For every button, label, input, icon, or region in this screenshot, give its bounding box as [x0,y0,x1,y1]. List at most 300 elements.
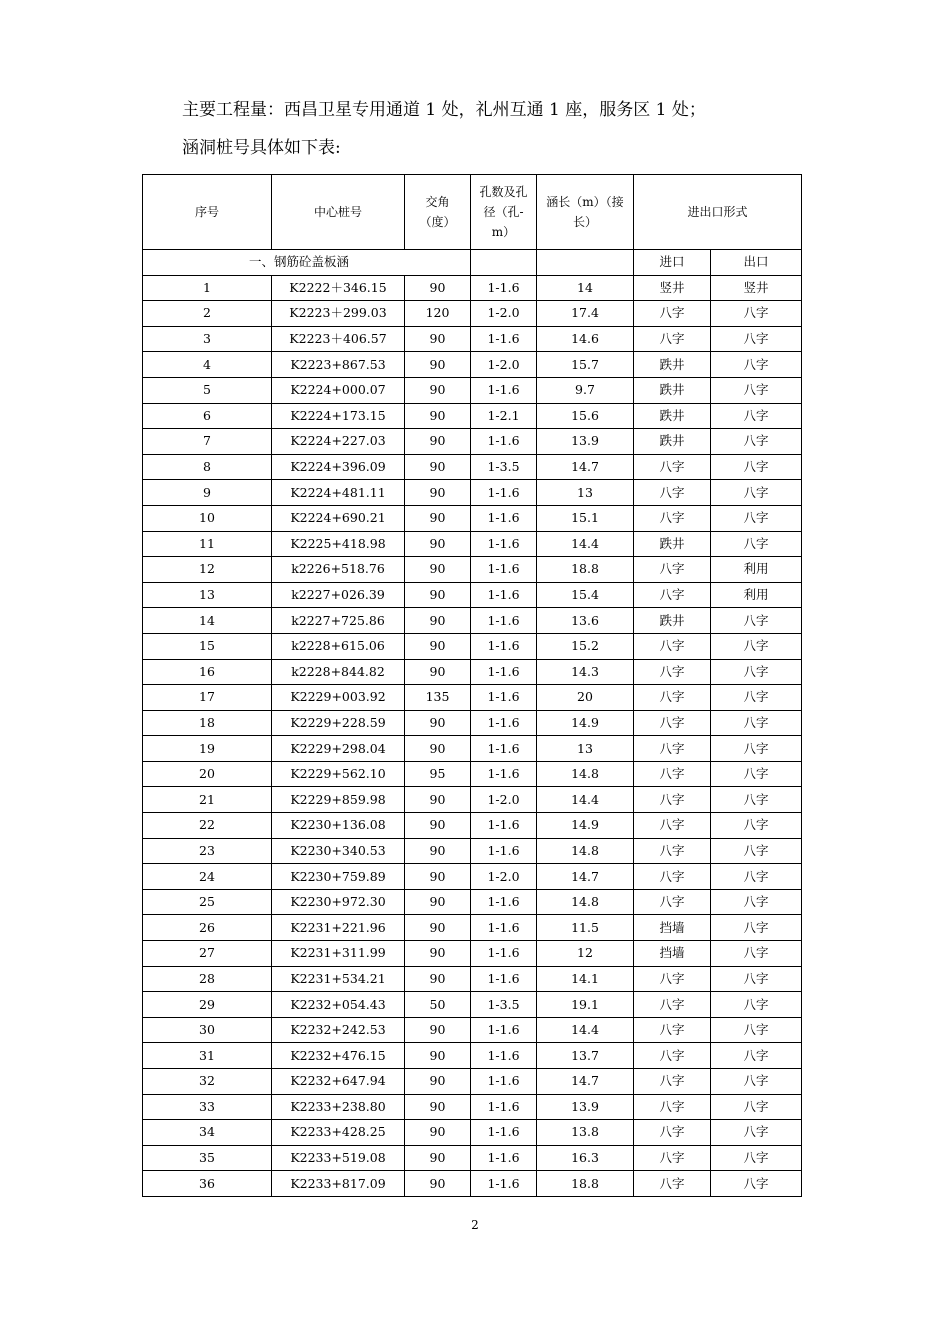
cell-angle: 90 [405,352,471,378]
header-station: 中心桩号 [272,175,405,250]
cell-station: K2232+054.43 [272,992,405,1018]
cell-outlet: 八字 [711,454,802,480]
cell-length: 14.8 [537,889,634,915]
header-seq: 序号 [143,175,272,250]
cell-station: K2224+396.09 [272,454,405,480]
cell-outlet: 利用 [711,582,802,608]
cell-seq: 19 [143,736,272,762]
cell-inlet: 八字 [634,1043,711,1069]
cell-seq: 6 [143,403,272,429]
cell-span: 1-1.6 [471,505,537,531]
table-row [143,377,802,403]
cell-angle: 90 [405,941,471,967]
cell-seq: 25 [143,889,272,915]
cell-inlet: 跌井 [634,429,711,455]
table-row [143,505,802,531]
table-row [143,582,802,608]
cell-angle: 90 [405,633,471,659]
cell-span: 1-1.6 [471,1043,537,1069]
cell-seq: 26 [143,915,272,941]
cell-length: 15.4 [537,582,634,608]
cell-station: K2233+428.25 [272,1120,405,1146]
cell-inlet: 跌井 [634,352,711,378]
cell-angle: 90 [405,377,471,403]
cell-length: 14.9 [537,813,634,839]
cell-angle: 120 [405,301,471,327]
cell-outlet: 八字 [711,377,802,403]
cell-seq: 9 [143,480,272,506]
cell-angle: 90 [405,915,471,941]
cell-station: k2227+725.86 [272,608,405,634]
cell-seq: 2 [143,301,272,327]
cell-station: K2230+759.89 [272,864,405,890]
table-row [143,429,802,455]
cell-inlet: 八字 [634,736,711,762]
cell-inlet: 八字 [634,1145,711,1171]
cell-seq: 7 [143,429,272,455]
table-row [143,301,802,327]
table-row [143,992,802,1018]
cell-length: 20 [537,685,634,711]
cell-length: 15.1 [537,505,634,531]
cell-station: K2224+227.03 [272,429,405,455]
cell-inlet: 八字 [634,301,711,327]
cell-length: 13.6 [537,608,634,634]
table-row [143,1120,802,1146]
cell-span: 1-1.6 [471,582,537,608]
table-row [143,915,802,941]
cell-seq: 29 [143,992,272,1018]
cell-seq: 31 [143,1043,272,1069]
table-row [143,1145,802,1171]
intro-line-2: 涵洞桩号具体如下表: [182,138,341,158]
cell-length: 12 [537,941,634,967]
cell-inlet: 八字 [634,659,711,685]
cell-length: 14.8 [537,838,634,864]
cell-station: K2232+476.15 [272,1043,405,1069]
cell-outlet: 八字 [711,1094,802,1120]
cell-outlet: 八字 [711,1120,802,1146]
cell-length: 15.7 [537,352,634,378]
table-row [143,761,802,787]
cell-angle: 90 [405,813,471,839]
cell-span: 1-1.6 [471,941,537,967]
cell-span: 1-1.6 [471,1017,537,1043]
cell-seq: 33 [143,1094,272,1120]
cell-seq: 13 [143,582,272,608]
cell-station: k2226+518.76 [272,557,405,583]
cell-span: 1-1.6 [471,736,537,762]
cell-span: 1-2.0 [471,787,537,813]
cell-inlet: 八字 [634,864,711,890]
cell-seq: 23 [143,838,272,864]
cell-inlet: 八字 [634,992,711,1018]
table-row [143,1017,802,1043]
cell-inlet: 跌井 [634,403,711,429]
cell-length: 13 [537,480,634,506]
table-row [143,1043,802,1069]
table-row [143,710,802,736]
cell-outlet: 八字 [711,864,802,890]
cell-outlet: 八字 [711,505,802,531]
cell-length: 16.3 [537,1145,634,1171]
cell-station: K2230+136.08 [272,813,405,839]
cell-seq: 34 [143,1120,272,1146]
cell-seq: 24 [143,864,272,890]
cell-angle: 90 [405,326,471,352]
cell-seq: 18 [143,710,272,736]
cell-span: 1-1.6 [471,1145,537,1171]
cell-length: 18.8 [537,557,634,583]
cell-length: 14.4 [537,1017,634,1043]
outlet-label: 出口 [711,250,802,276]
cell-outlet: 八字 [711,838,802,864]
cell-outlet: 八字 [711,659,802,685]
cell-outlet: 八字 [711,813,802,839]
cell-length: 14.3 [537,659,634,685]
cell-outlet: 八字 [711,403,802,429]
cell-angle: 90 [405,557,471,583]
cell-station: K2231+534.21 [272,966,405,992]
cell-seq: 4 [143,352,272,378]
cell-seq: 22 [143,813,272,839]
cell-seq: 5 [143,377,272,403]
cell-length: 13.8 [537,1120,634,1146]
cell-span: 1-1.6 [471,838,537,864]
cell-station: K2229+562.10 [272,761,405,787]
culvert-table [142,174,802,1197]
cell-angle: 90 [405,1145,471,1171]
cell-angle: 95 [405,761,471,787]
cell-outlet: 八字 [711,480,802,506]
cell-angle: 90 [405,582,471,608]
cell-length: 13.7 [537,1043,634,1069]
cell-station: K2222＋346.15 [272,275,405,301]
cell-span: 1-1.6 [471,1120,537,1146]
cell-span: 1-2.0 [471,352,537,378]
cell-inlet: 八字 [634,633,711,659]
cell-seq: 3 [143,326,272,352]
cell-station: K2233+238.80 [272,1094,405,1120]
table-row [143,941,802,967]
cell-seq: 27 [143,941,272,967]
cell-inlet: 八字 [634,966,711,992]
table-header-row [143,175,802,250]
section-empty-cell [471,250,537,276]
table-row [143,864,802,890]
cell-inlet: 八字 [634,710,711,736]
table-row [143,557,802,583]
cell-length: 11.5 [537,915,634,941]
cell-outlet: 八字 [711,941,802,967]
header-length: 涵长（m）（接长） [537,175,634,250]
cell-station: K2231+311.99 [272,941,405,967]
cell-angle: 90 [405,1069,471,1095]
cell-inlet: 八字 [634,761,711,787]
cell-station: K2231+221.96 [272,915,405,941]
cell-outlet: 八字 [711,531,802,557]
header-form: 进出口形式 [634,175,802,250]
cell-span: 1-1.6 [471,429,537,455]
table-row [143,787,802,813]
cell-angle: 90 [405,608,471,634]
cell-station: k2227+026.39 [272,582,405,608]
cell-inlet: 八字 [634,1120,711,1146]
cell-inlet: 竖井 [634,275,711,301]
cell-length: 15.2 [537,633,634,659]
cell-angle: 90 [405,736,471,762]
cell-station: K2230+972.30 [272,889,405,915]
cell-span: 1-1.6 [471,480,537,506]
cell-inlet: 八字 [634,838,711,864]
cell-station: K2229+228.59 [272,710,405,736]
cell-seq: 30 [143,1017,272,1043]
cell-span: 1-1.6 [471,531,537,557]
cell-outlet: 八字 [711,352,802,378]
cell-length: 13.9 [537,429,634,455]
cell-length: 13.9 [537,1094,634,1120]
cell-seq: 35 [143,1145,272,1171]
cell-inlet: 八字 [634,505,711,531]
cell-inlet: 八字 [634,326,711,352]
cell-station: K2232+242.53 [272,1017,405,1043]
cell-station: K2224+000.07 [272,377,405,403]
cell-outlet: 八字 [711,1145,802,1171]
cell-span: 1-1.6 [471,710,537,736]
cell-outlet: 八字 [711,1017,802,1043]
table-row [143,966,802,992]
table-row [143,480,802,506]
cell-seq: 28 [143,966,272,992]
intro-line-1: 主要工程量：西昌卫星专用通道 1 处，礼州互通 1 座，服务区 1 处； [182,100,706,120]
cell-station: K2229+003.92 [272,685,405,711]
cell-inlet: 八字 [634,1171,711,1197]
cell-length: 14.1 [537,966,634,992]
cell-angle: 50 [405,992,471,1018]
cell-inlet: 八字 [634,1069,711,1095]
cell-length: 14.7 [537,454,634,480]
table-row [143,1171,802,1197]
cell-station: K2232+647.94 [272,1069,405,1095]
cell-length: 15.6 [537,403,634,429]
cell-length: 9.7 [537,377,634,403]
cell-angle: 90 [405,659,471,685]
cell-angle: 90 [405,1120,471,1146]
cell-angle: 135 [405,685,471,711]
table-row [143,813,802,839]
cell-station: k2228+615.06 [272,633,405,659]
cell-station: k2228+844.82 [272,659,405,685]
cell-angle: 90 [405,454,471,480]
table-row [143,659,802,685]
table-row [143,633,802,659]
cell-span: 1-1.6 [471,275,537,301]
cell-angle: 90 [405,1017,471,1043]
cell-span: 1-1.6 [471,326,537,352]
cell-length: 14.6 [537,326,634,352]
cell-angle: 90 [405,1043,471,1069]
cell-inlet: 跌井 [634,377,711,403]
section-empty-cell [537,250,634,276]
cell-station: K2223＋299.03 [272,301,405,327]
cell-inlet: 挡墙 [634,915,711,941]
cell-inlet: 八字 [634,454,711,480]
cell-angle: 90 [405,1171,471,1197]
cell-inlet: 八字 [634,813,711,839]
cell-outlet: 八字 [711,633,802,659]
cell-outlet: 八字 [711,429,802,455]
cell-span: 1-1.6 [471,633,537,659]
cell-station: K2223＋406.57 [272,326,405,352]
cell-outlet: 八字 [711,301,802,327]
cell-span: 1-1.6 [471,813,537,839]
cell-inlet: 八字 [634,1094,711,1120]
cell-span: 1-3.5 [471,454,537,480]
cell-station: K2224+690.21 [272,505,405,531]
header-span: 孔数及孔径（孔-m） [471,175,537,250]
cell-seq: 21 [143,787,272,813]
cell-outlet: 八字 [711,608,802,634]
cell-length: 13 [537,736,634,762]
cell-span: 1-2.0 [471,301,537,327]
cell-outlet: 八字 [711,787,802,813]
cell-span: 1-1.6 [471,915,537,941]
table-row [143,403,802,429]
cell-outlet: 八字 [711,685,802,711]
table-row [143,838,802,864]
cell-station: K2224+173.15 [272,403,405,429]
cell-station: K2223+867.53 [272,352,405,378]
cell-inlet: 八字 [634,889,711,915]
table-row [143,1094,802,1120]
cell-span: 1-1.6 [471,1069,537,1095]
table-row [143,736,802,762]
section-row [143,250,802,276]
cell-angle: 90 [405,403,471,429]
cell-angle: 90 [405,889,471,915]
cell-station: K2233+519.08 [272,1145,405,1171]
cell-length: 14.7 [537,864,634,890]
cell-inlet: 八字 [634,582,711,608]
cell-span: 1-3.5 [471,992,537,1018]
cell-outlet: 八字 [711,1171,802,1197]
table-row [143,275,802,301]
cell-inlet: 跌井 [634,608,711,634]
cell-angle: 90 [405,966,471,992]
table-row [143,608,802,634]
cell-outlet: 八字 [711,966,802,992]
cell-inlet: 八字 [634,557,711,583]
cell-seq: 17 [143,685,272,711]
cell-outlet: 八字 [711,889,802,915]
page-number: 2 [471,1218,479,1232]
cell-outlet: 八字 [711,992,802,1018]
cell-length: 14.4 [537,787,634,813]
cell-span: 1-1.6 [471,966,537,992]
cell-length: 14.7 [537,1069,634,1095]
cell-seq: 20 [143,761,272,787]
cell-angle: 90 [405,505,471,531]
cell-station: K2225+418.98 [272,531,405,557]
cell-length: 14 [537,275,634,301]
cell-angle: 90 [405,429,471,455]
cell-station: K2224+481.11 [272,480,405,506]
cell-length: 18.8 [537,1171,634,1197]
section-label: 一、钢筋砼盖板涵 [143,250,471,276]
cell-outlet: 竖井 [711,275,802,301]
cell-angle: 90 [405,787,471,813]
cell-outlet: 八字 [711,710,802,736]
cell-angle: 90 [405,838,471,864]
cell-seq: 14 [143,608,272,634]
cell-angle: 90 [405,1094,471,1120]
cell-length: 14.9 [537,710,634,736]
cell-seq: 11 [143,531,272,557]
cell-span: 1-1.6 [471,685,537,711]
inlet-label: 进口 [634,250,711,276]
cell-span: 1-1.6 [471,1094,537,1120]
cell-seq: 16 [143,659,272,685]
table-row [143,685,802,711]
cell-seq: 1 [143,275,272,301]
cell-station: K2229+298.04 [272,736,405,762]
cell-outlet: 八字 [711,736,802,762]
cell-seq: 36 [143,1171,272,1197]
cell-seq: 32 [143,1069,272,1095]
cell-span: 1-1.6 [471,761,537,787]
table-row [143,454,802,480]
table-row [143,326,802,352]
cell-angle: 90 [405,710,471,736]
cell-outlet: 八字 [711,1043,802,1069]
cell-span: 1-1.6 [471,377,537,403]
table-row [143,1069,802,1095]
cell-inlet: 八字 [634,787,711,813]
cell-span: 1-1.6 [471,659,537,685]
table-row [143,531,802,557]
cell-span: 1-1.6 [471,889,537,915]
cell-length: 17.4 [537,301,634,327]
cell-outlet: 八字 [711,326,802,352]
cell-span: 1-1.6 [471,608,537,634]
cell-angle: 90 [405,864,471,890]
cell-seq: 8 [143,454,272,480]
table-row [143,352,802,378]
cell-station: K2233+817.09 [272,1171,405,1197]
cell-seq: 12 [143,557,272,583]
cell-length: 14.4 [537,531,634,557]
cell-span: 1-1.6 [471,557,537,583]
cell-inlet: 跌井 [634,531,711,557]
cell-span: 1-2.1 [471,403,537,429]
header-angle: 交角（度） [405,175,471,250]
cell-station: K2230+340.53 [272,838,405,864]
cell-inlet: 挡墙 [634,941,711,967]
cell-seq: 10 [143,505,272,531]
cell-inlet: 八字 [634,1017,711,1043]
cell-angle: 90 [405,275,471,301]
cell-outlet: 八字 [711,761,802,787]
cell-seq: 15 [143,633,272,659]
cell-angle: 90 [405,531,471,557]
cell-station: K2229+859.98 [272,787,405,813]
table-row [143,889,802,915]
cell-inlet: 八字 [634,480,711,506]
cell-span: 1-2.0 [471,864,537,890]
cell-outlet: 利用 [711,557,802,583]
cell-span: 1-1.6 [471,1171,537,1197]
cell-outlet: 八字 [711,915,802,941]
